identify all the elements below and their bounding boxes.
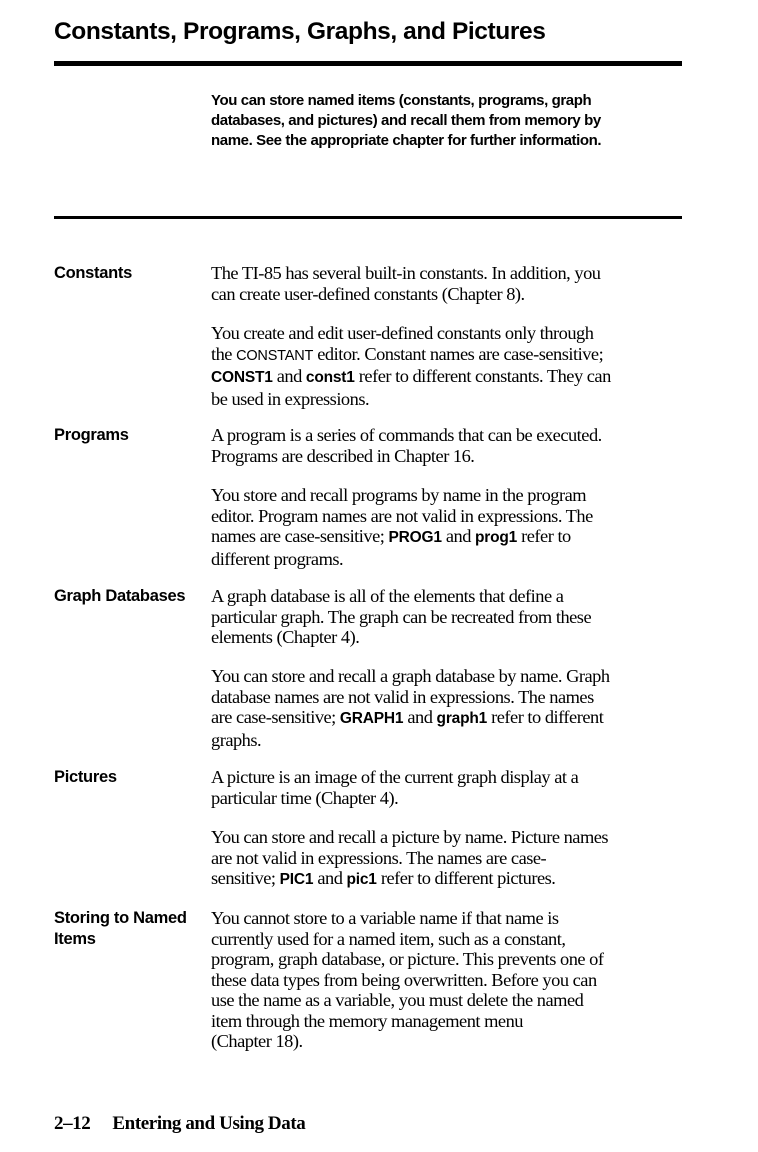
text-run: refer to different pictures. bbox=[376, 868, 556, 888]
text-run: and bbox=[441, 526, 475, 546]
constant-editor-name: CONSTANT bbox=[236, 347, 314, 364]
keyword-const1-lower: const1 bbox=[305, 369, 355, 386]
keyword-prog1-lower: prog1 bbox=[474, 529, 518, 546]
constants-paragraph-2 bbox=[211, 323, 691, 409]
keyword-pic1-lower: pic1 bbox=[346, 871, 377, 888]
header-rule bbox=[54, 61, 682, 66]
text-run: editor. Constant names are case-sensitive; bbox=[317, 343, 604, 364]
text-run: You store and recall programs by name in the program editor. Program names are not valid in expressions. The names are case-sensitive; bbox=[211, 485, 593, 546]
label-constants: Constants bbox=[54, 264, 132, 282]
section-rule bbox=[54, 216, 682, 219]
label-graph-databases: Graph Databases bbox=[54, 587, 186, 605]
text-run: refer to different graphs. bbox=[211, 707, 604, 750]
text-run: refer to different constants. They can be used in expressions. bbox=[211, 366, 611, 409]
page-footer bbox=[54, 1113, 305, 1135]
text-run: You can store and recall a picture by name. Picture names are not valid in expressions. The names are case- sensitive; bbox=[211, 827, 609, 888]
storing-paragraph-1: You cannot store to a variable name if that name is currently used for a named item, such as a constant, program, graph database, or picture. This prevents one of these data types from being overwritten. Before you can use the name as a variable, you must delete the named item through the memory management menu (Chapter 18). bbox=[211, 908, 604, 1051]
constants-paragraph-1: The TI-85 has several built-in constants. In addition, you can create user-defined constants (Chapter 8). bbox=[211, 263, 601, 304]
pictures-paragraph-2 bbox=[211, 827, 691, 891]
label-storing-to-named-items: Storing to Named Items bbox=[54, 909, 187, 948]
pictures-paragraph-1: A picture is an image of the current graph display at a particular time (Chapter 4). bbox=[211, 767, 579, 808]
label-pictures: Pictures bbox=[54, 768, 117, 786]
keyword-graph1-upper: GRAPH1 bbox=[339, 710, 404, 727]
text-run: refer to different programs. bbox=[211, 526, 571, 569]
text-run: and bbox=[272, 366, 306, 386]
keyword-graph1-lower: graph1 bbox=[436, 710, 488, 727]
text-run: You can store and recall a graph database by name. Graph database names are not valid in expressions. The names are case-sensitive; bbox=[211, 666, 610, 727]
label-programs: Programs bbox=[54, 426, 129, 444]
text-run: You create and edit user-defined constants only through the bbox=[211, 323, 594, 364]
programs-paragraph-2 bbox=[211, 485, 691, 569]
page-number: 2–12 bbox=[54, 1113, 91, 1134]
graph-databases-paragraph-1: A graph database is all of the elements that define a particular graph. The graph can be recreated from these elements (Chapter 4). bbox=[211, 586, 592, 647]
keyword-pic1-upper: PIC1 bbox=[279, 871, 314, 888]
graph-databases-paragraph-2 bbox=[211, 666, 691, 750]
text-run: and bbox=[403, 707, 437, 727]
intro-paragraph: You can store named items (constants, programs, graph databases, and pictures) and recall them from memory by name. See the appropriate chapter for further information. bbox=[211, 92, 602, 149]
chapter-title: Entering and Using Data bbox=[112, 1113, 306, 1134]
page-title: Constants, Programs, Graphs, and Pictures bbox=[54, 18, 546, 45]
keyword-const1-upper: CONST1 bbox=[211, 369, 273, 386]
programs-paragraph-1: A program is a series of commands that can be executed. Programs are described in Chapter 16. bbox=[211, 425, 602, 466]
keyword-prog1-upper: PROG1 bbox=[388, 529, 442, 546]
text-run: and bbox=[313, 868, 347, 888]
